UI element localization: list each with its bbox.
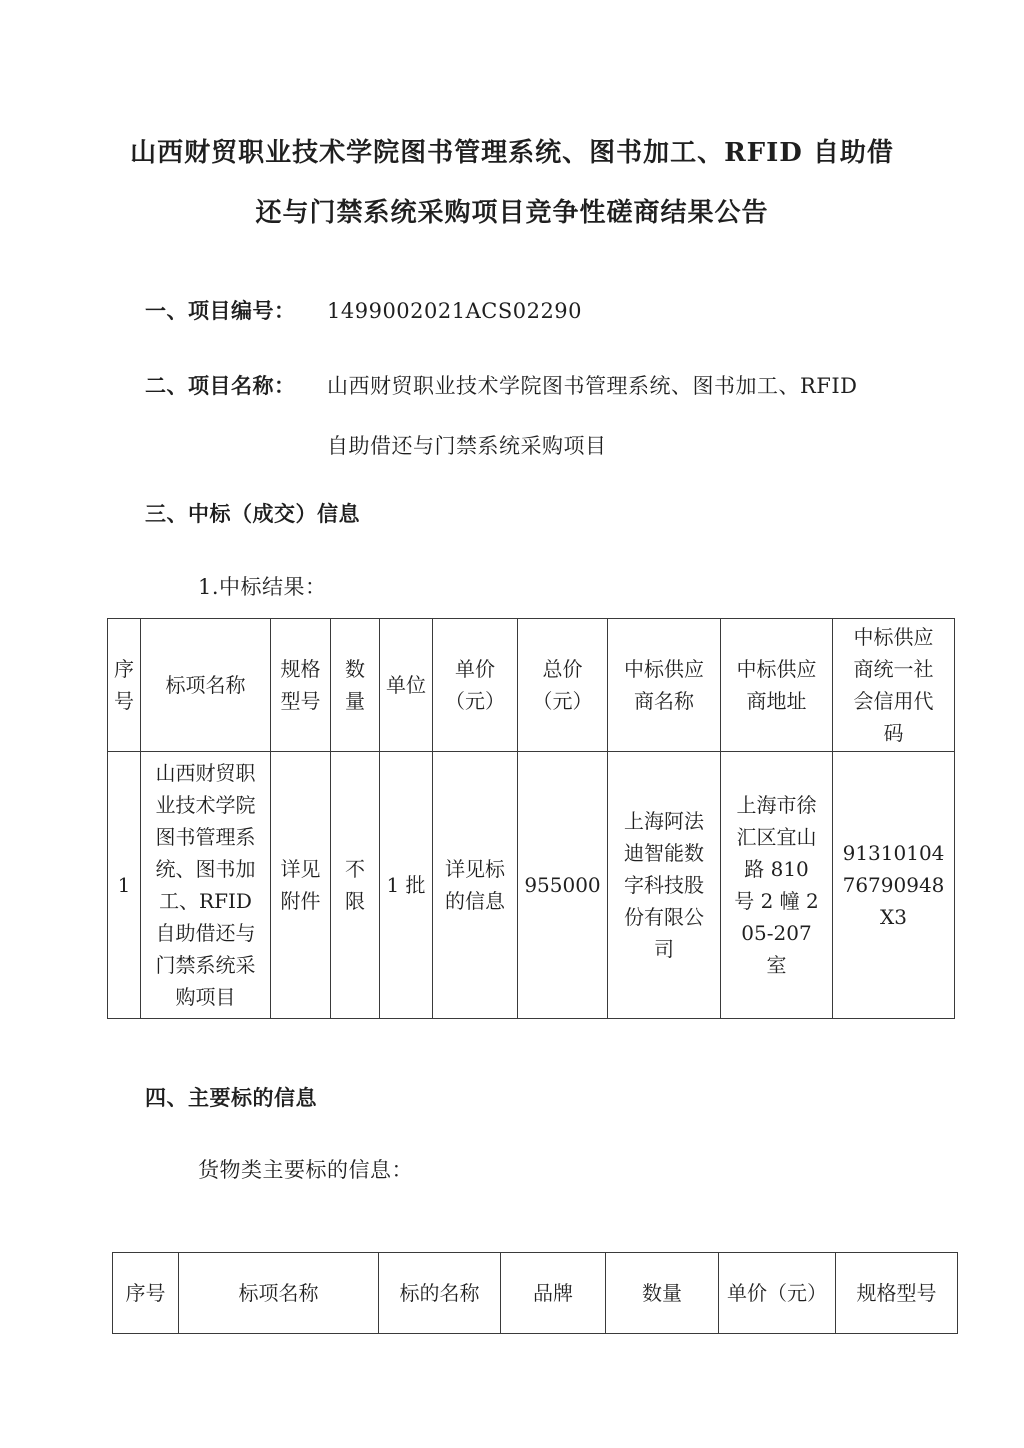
document-title-line-1: 山西财贸职业技术学院图书管理系统、图书加工、RFID 自助借 bbox=[130, 138, 894, 168]
header-unit-price: 单价（元） bbox=[433, 619, 518, 752]
project-name-value-line-2: 自助借还与门禁系统采购项目 bbox=[327, 434, 607, 458]
document-title-line-2: 还与门禁系统采购项目竞争性磋商结果公告 bbox=[255, 198, 769, 228]
goods-table-header-row bbox=[113, 1253, 958, 1334]
header-item-name: 标项名称 bbox=[141, 619, 271, 752]
header-brand: 品牌 bbox=[501, 1253, 606, 1334]
header-supplier-name: 中标供应商名称 bbox=[608, 619, 721, 752]
header-supplier-address: 中标供应商地址 bbox=[721, 619, 833, 752]
header-unit-price: 单价（元） bbox=[719, 1253, 836, 1334]
section-award-info-label: 三、中标（成交）信息 bbox=[145, 501, 360, 526]
cell-unit: 1 批 bbox=[380, 752, 433, 1019]
award-results-table bbox=[107, 618, 955, 1019]
cell-supplier-name: 上海阿法迪智能数字科技股份有限公司 bbox=[608, 752, 721, 1019]
project-number-value: 1499002021ACS02290 bbox=[327, 299, 583, 323]
header-supplier-credit-code: 中标供应商统一社会信用代码 bbox=[833, 619, 955, 752]
section-main-subject-label: 四、主要标的信息 bbox=[145, 1085, 317, 1110]
header-unit: 单位 bbox=[380, 619, 433, 752]
cell-unit-price: 详见标的信息 bbox=[433, 752, 518, 1019]
header-total-price: 总价（元） bbox=[518, 619, 608, 752]
cell-quantity: 不限 bbox=[331, 752, 380, 1019]
cell-total-price: 955000 bbox=[518, 752, 608, 1019]
cell-seq: 1 bbox=[108, 752, 141, 1019]
goods-subject-table bbox=[112, 1252, 958, 1334]
cell-supplier-address: 上海市徐汇区宜山路 810 号 2 幢 205-207 室 bbox=[721, 752, 833, 1019]
cell-item-name: 山西财贸职业技术学院图书管理系统、图书加工、RFID 自助借还与门禁系统采购项目 bbox=[141, 752, 271, 1019]
section-project-name-label: 二、项目名称： bbox=[145, 373, 296, 398]
header-quantity: 数量 bbox=[606, 1253, 719, 1334]
cell-supplier-credit-code: 9131010476790948X3 bbox=[833, 752, 955, 1019]
header-item-name: 标项名称 bbox=[179, 1253, 379, 1334]
header-seq: 序号 bbox=[113, 1253, 179, 1334]
section-project-number-label: 一、项目编号： bbox=[145, 298, 296, 323]
cell-spec-model: 详见附件 bbox=[271, 752, 331, 1019]
award-table-header-row bbox=[108, 619, 955, 752]
project-name-value-line-1: 山西财贸职业技术学院图书管理系统、图书加工、RFID bbox=[327, 374, 858, 398]
award-table-row bbox=[108, 752, 955, 1019]
header-spec-model: 规格型号 bbox=[836, 1253, 958, 1334]
header-quantity: 数量 bbox=[331, 619, 380, 752]
award-result-sub-label: 1.中标结果： bbox=[198, 575, 327, 599]
header-seq: 序号 bbox=[108, 619, 141, 752]
header-spec-model: 规格型号 bbox=[271, 619, 331, 752]
header-subject-name: 标的名称 bbox=[379, 1253, 501, 1334]
goods-sub-label: 货物类主要标的信息： bbox=[198, 1158, 413, 1182]
